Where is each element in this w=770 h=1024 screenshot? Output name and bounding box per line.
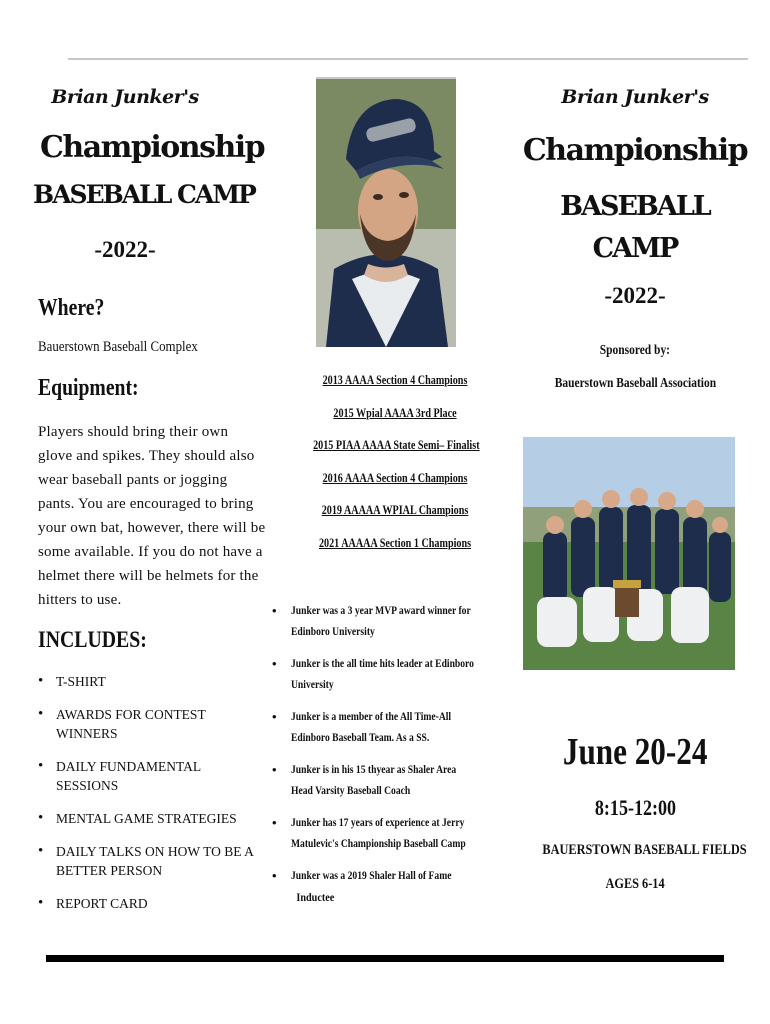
team-celebration-illustration	[523, 437, 735, 670]
sponsor-name: Bauerstown Baseball Association	[554, 376, 716, 391]
camp-time: 8:15-12:00	[594, 795, 676, 820]
right-title-baseball-camp	[520, 186, 750, 270]
bio-item-camp-experience: • Junker has 17 years of experience at Jerry Matulevic's Championship Baseball Camp	[272, 812, 484, 854]
camp-ages: AGES 6-14	[605, 876, 665, 892]
equipment-heading: Equipment:	[38, 375, 139, 401]
championship-2019: 2019 AAAAA WPIAL Champions	[321, 502, 469, 517]
bio-item-head-coach: • Junker is in his 15 thyear as Shaler Area Head Varsity Baseball Coach	[272, 759, 484, 801]
left-title-championship: Championship	[40, 130, 265, 165]
championship-2013: 2013 AAAA Section 4 Champions	[322, 372, 468, 387]
includes-item-awards: • AWARDS FOR CONTEST WINNERS	[38, 705, 258, 743]
championship-2015-piaa: 2015 PIAA AAAA State Semi– Finalist	[313, 437, 480, 452]
bio-item-hall-of-fame: • Junker was a 2019 Shaler Hall of Fame	[272, 865, 484, 886]
left-script-title: Brian Junker's	[51, 86, 199, 108]
right-title-baseball: BASEBALL	[560, 191, 710, 222]
includes-item-tshirt: • T-SHIRT	[38, 672, 258, 691]
includes-heading: INCLUDES:	[38, 627, 147, 652]
bio-item-all-time-team: • Junker is a member of the All Time-All Edinboro Baseball Team. As a SS.	[272, 706, 484, 748]
camp-dates: June 20-24	[562, 731, 708, 773]
team-photo	[523, 437, 735, 670]
bio-inductee: Inductee	[296, 890, 335, 904]
includes-item-mental-game: • MENTAL GAME STRATEGIES	[38, 809, 258, 828]
coach-photo	[316, 77, 456, 347]
left-year: -2022-	[94, 237, 156, 262]
includes-item-report-card: • REPORT CARD	[38, 894, 258, 913]
bio-item-hits-leader: • Junker is the all time hits leader at Edinboro University	[272, 653, 484, 695]
includes-item-daily-talks: • DAILY TALKS ON HOW TO BE A BETTER PERSON	[38, 842, 258, 880]
where-heading: Where?	[38, 295, 105, 321]
championship-2015-wpial: 2015 Wpial AAAA 3rd Place	[333, 404, 457, 420]
coach-bio-list	[272, 600, 484, 897]
right-script-title: Brian Junker's	[561, 86, 709, 108]
coach-portrait-illustration	[316, 79, 456, 347]
bio-item-mvp: • Junker was a 3 year MVP award winner for Edinboro University	[272, 600, 484, 642]
bottom-divider	[46, 955, 724, 962]
championship-2021: 2021 AAAAA Section 1 Champions	[318, 534, 472, 550]
equipment-text: Players should bring their own glove and spikes. They should also wear baseball pants or jogging pants. You are encouraged to bring your own bat, however, there will be some available. If you do not have a helmet there will be helmets for the hitters to use.	[38, 424, 266, 608]
left-title-baseball-camp: BASEBALL CAMP	[33, 180, 255, 209]
sponsored-label: Sponsored by:	[599, 343, 671, 358]
includes-item-fundamentals: • DAILY FUNDAMENTAL SESSIONS	[38, 757, 258, 795]
includes-list	[38, 672, 258, 927]
right-title-camp: CAMP	[592, 233, 678, 264]
camp-location: BAUERSTOWN BASEBALL FIELDS	[542, 842, 747, 858]
right-year: -2022-	[604, 283, 666, 308]
where-value: Bauerstown Baseball Complex	[38, 339, 198, 355]
top-divider	[68, 58, 748, 60]
right-title-championship: Championship	[522, 133, 748, 168]
championships-list	[290, 371, 500, 566]
championship-2016: 2016 AAAA Section 4 Champions	[322, 469, 468, 485]
